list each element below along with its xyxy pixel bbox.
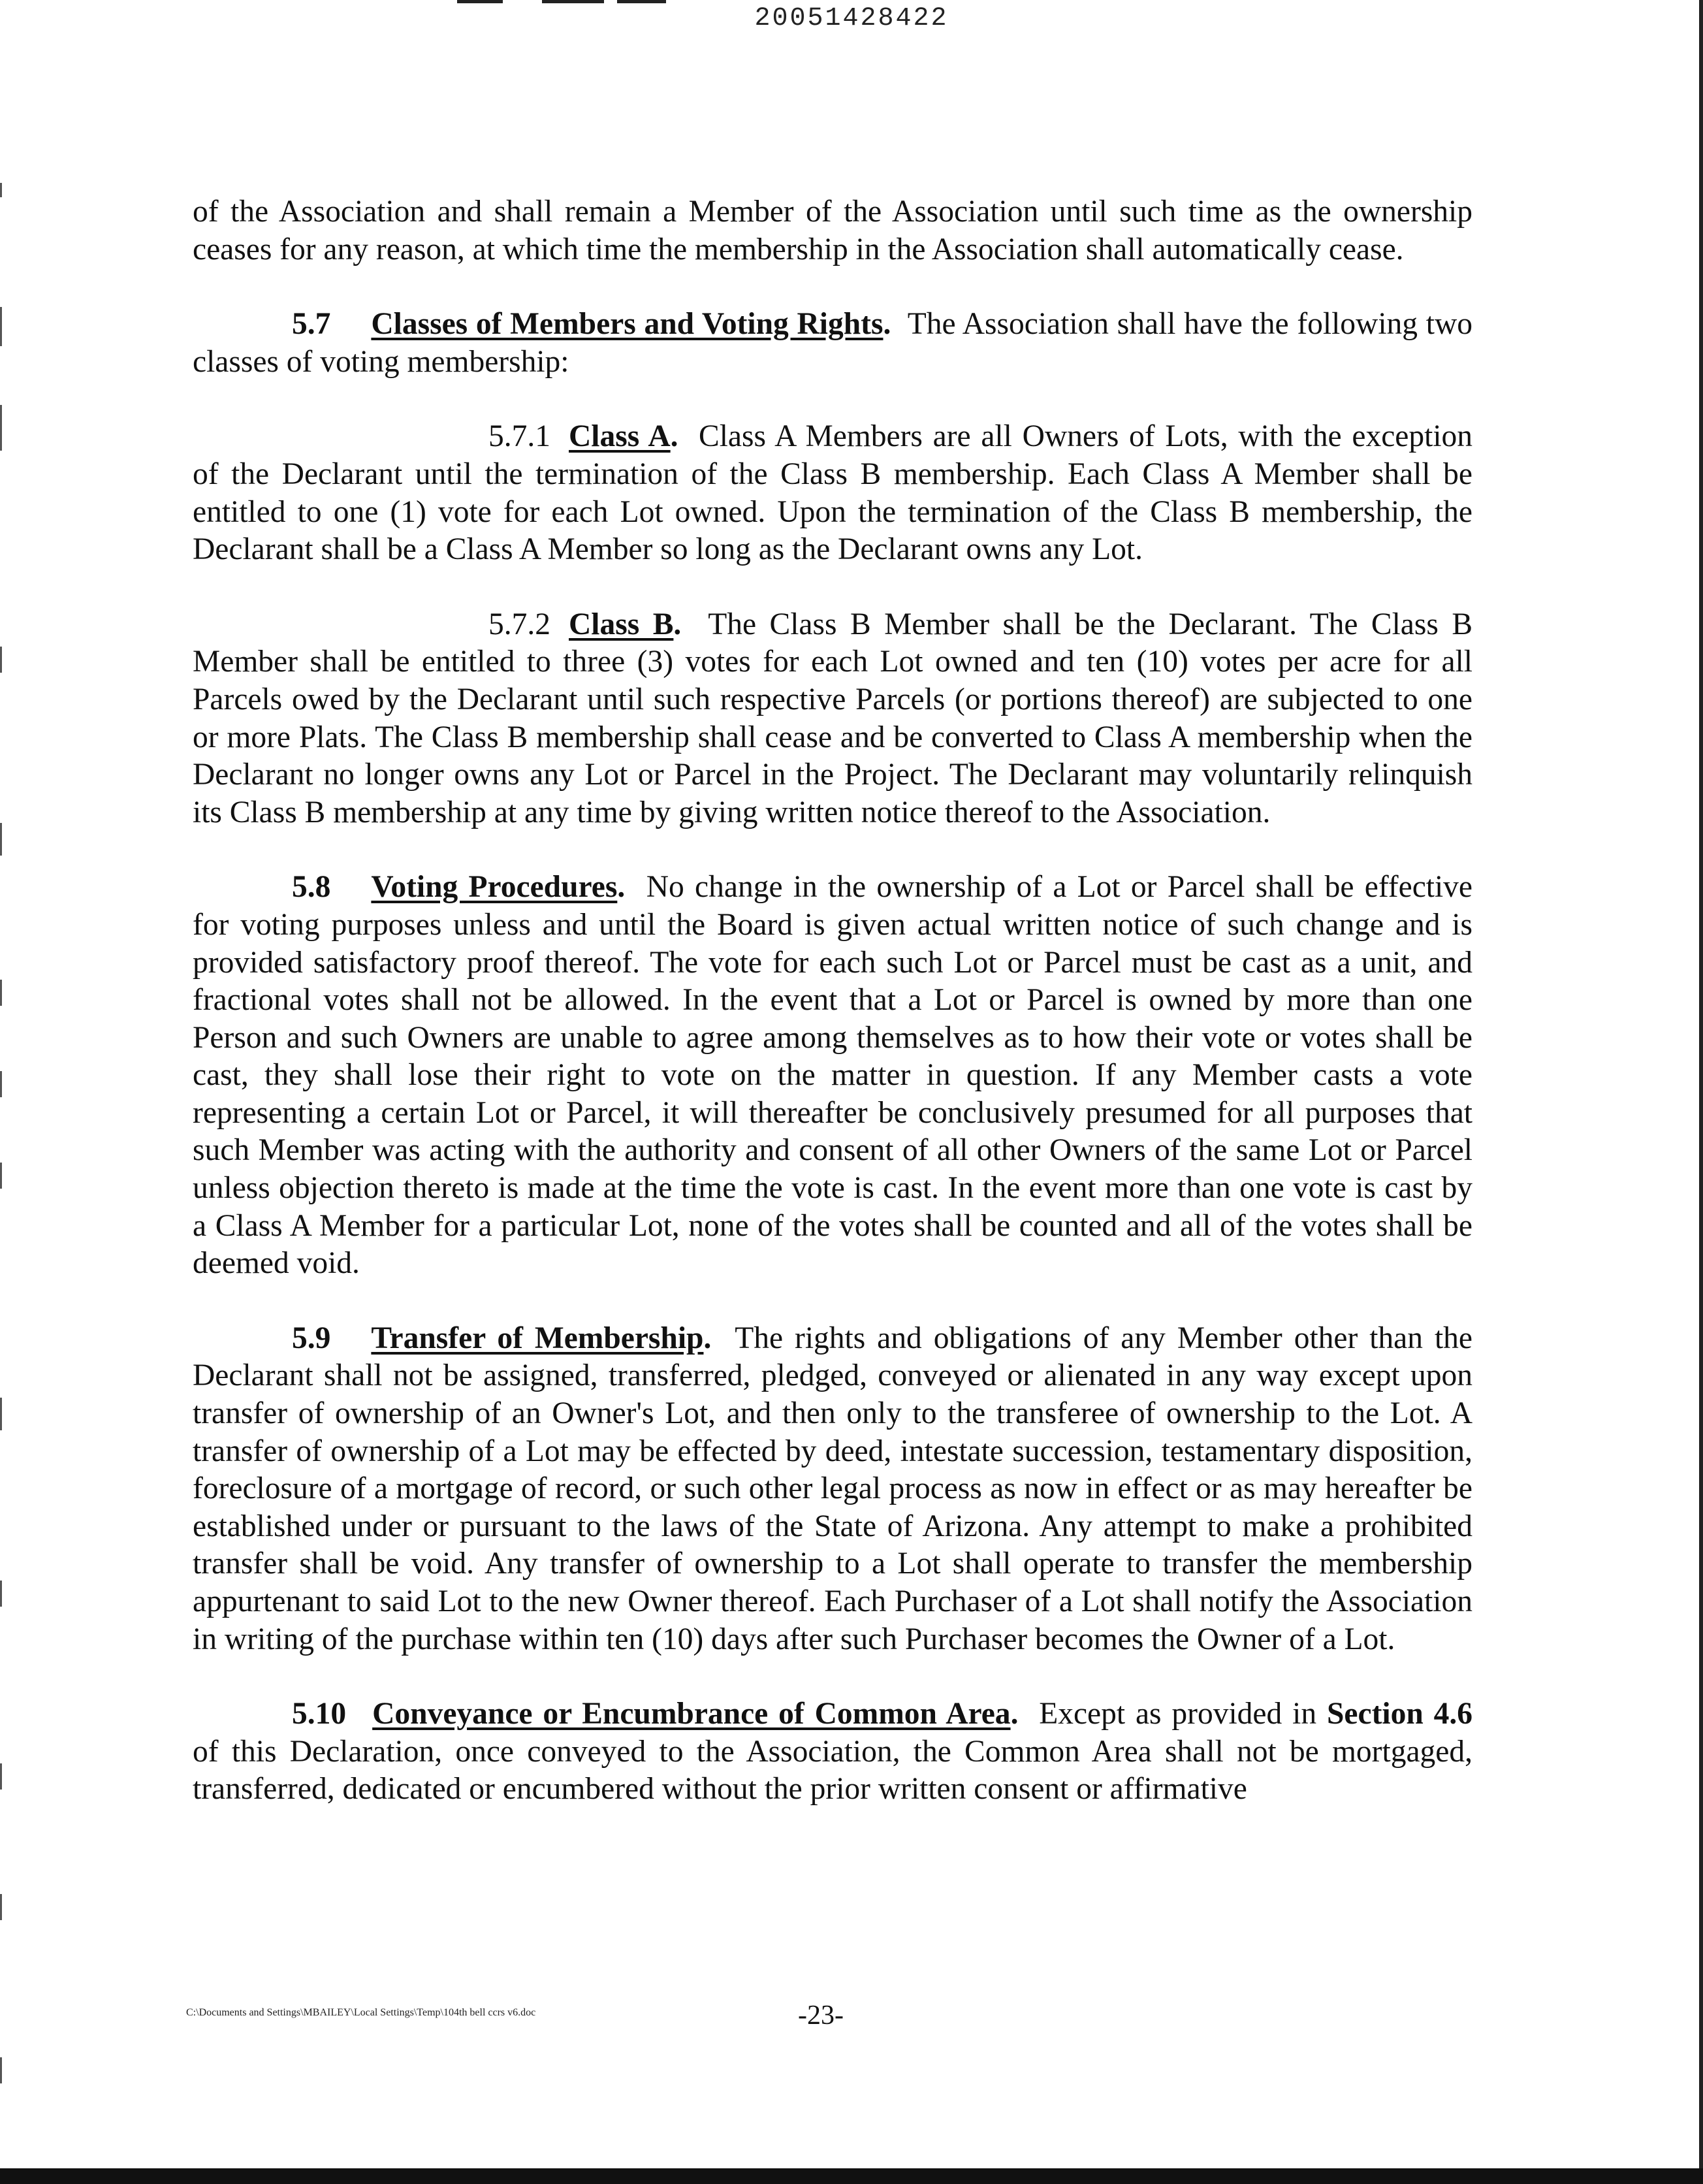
paragraph-intro: of the Association and shall remain a Member of the Association until such time as the ownership ceases for any reason, at which time the membership in the Association shall automatically cease. — [193, 195, 1472, 266]
section-text: The Association shall have the following two classes of voting membership: — [193, 307, 1472, 379]
section-heading: Conveyance or Encumbrance of Common Area — [372, 1697, 1011, 1731]
section-heading: Voting Procedures — [371, 870, 618, 905]
section-number: 5.9 — [292, 1321, 331, 1355]
scan-left-edge-marks — [0, 0, 3, 2184]
section-5-8: 5.8 Voting Procedures. No change in the ownership of a Lot or Parcel shall be effective for voting purposes unless and until the Board is given actual written notice of such change and is provided satisfactory proof thereof. The vote for each such Lot or Parcel must be cast as a unit, and fractional votes shall not be allowed. In the event that a Lot or Parcel is owned by more than one Person and such Owners are unable to agree among themselves as to how their vote or votes shall be cast, they shall lose their right to vote on the matter in question. If any Member casts a vote representing a certain Lot or Parcel, it will thereafter be conclusively presumed for all purposes that such Member was acting with the authority and consent of all other Owners of the same Lot or Parcel unless objection thereto is made at the time the vote is cast. In the event more than one vote is cast by a Class A Member for a particular Lot, none of the votes shall be counted and all of the votes shall be deemed void. — [193, 870, 1473, 1281]
section-reference: Section 4.6 — [1326, 1697, 1473, 1731]
footer-file-path: C:\Documents and Settings\MBAILEY\Local Settings\Temp\104th bell ccrs v6.doc — [186, 2007, 536, 2018]
page-number: -23- — [798, 2000, 844, 2031]
section-5-10: 5.10 Conveyance or Encumbrance of Common Area. Except as provided in Section 4.6 of this Declaration, once conveyed to the Association, the Common Area shall not be mortgaged, transferred, dedicated or encumbered without the prior written consent or affirmative — [193, 1697, 1473, 1807]
section-number: 5.8 — [292, 870, 331, 905]
section-heading: Transfer of Membership — [371, 1321, 704, 1355]
section-number: 5.7.1 — [488, 419, 550, 454]
section-5-7-1: 5.7.1 Class A. Class A Members are all Owners of Lots, with the exception of the Declarant until the termination of the Class B membership. Each Class A Member shall be entitled to one (1) vote for each Lot owned. Upon the termination of the Class B membership, the Declarant shall be a Class A Member so long as the Declarant owns any Lot. — [193, 419, 1473, 567]
scan-bottom-border — [0, 2168, 1703, 2184]
section-text-after-ref: of this Declaration, once conveyed to the Association, the Common Area shall not be mortgaged, transferred, dedicated or encumbered without the prior written consent or affirmative — [193, 1734, 1472, 1807]
section-5-9: 5.9 Transfer of Membership. The rights and obligations of any Member other than the Declarant shall not be assigned, transferred, pledged, conveyed or alienated in any way except upon transfer of ownership of an Owner's Lot, and then only to the transferee of ownership to the Lot. A transfer of ownership of a Lot may be effected by deed, intestate succession, testamentary disposition, foreclosure of a mortgage of record, or such other legal process as now in effect or as may hereafter be established under or pursuant to the laws of the State of Arizona. Any attempt to make a prohibited transfer shall be void. Any transfer of ownership to a Lot shall operate to transfer the membership appurtenant to said Lot to the new Owner thereof. Each Purchaser of a Lot shall notify the Association in writing of the purchase within ten (10) days after such Purchaser becomes the Owner of a Lot. — [193, 1321, 1472, 1656]
section-number: 5.7.2 — [488, 607, 550, 641]
section-text: No change in the ownership of a Lot or Parcel shall be effective for voting purposes unless and until the Board is given actual written notice of such change and is provided satisfactory proof thereof. The vote for each such Lot or Parcel must be cast as a unit, and fractional votes shall not be allowed. In the event that a Lot or Parcel is owned by more than one Person and such Owners are unable to agree among themselves as to how their vote or votes shall be cast, they shall lose their right to vote on the matter in question. If any Member casts a vote representing a certain Lot or Parcel, it will thereafter be conclusively presumed for all purposes that such Member was acting with the authority and consent of all other Owners of the same Lot or Parcel unless objection thereto is made at the time the vote is cast. In the event more than one vote is cast by a Class A Member for a particular Lot, none of the votes shall be counted and all of the votes shall be deemed void. — [193, 870, 1473, 1281]
section-number: 5.7 — [292, 307, 331, 342]
section-heading: Class B — [569, 607, 674, 641]
recording-number: 20051428422 — [754, 4, 949, 33]
section-heading: Class A — [569, 419, 671, 454]
section-text: The Class B Member shall be the Declarant. The Class B Member shall be entitled to three (3) votes for each Lot owned and ten (10) votes per acre for all Parcels owed by the Declarant until such respective Parcels (or portions thereof) are subjected to one or more Plats. The Class B membership shall cease and be converted to Class A membership when the Declarant no longer owns any Lot or Parcel in the Project. The Declarant may voluntarily relinquish its Class B membership at any time by giving written notice thereof to the Association. — [193, 607, 1473, 829]
scan-right-edge — [1699, 0, 1703, 2184]
section-5-7: 5.7 Classes of Members and Voting Rights. The Association shall have the following two classes of voting membership: — [193, 307, 1472, 379]
section-5-7-2: 5.7.2 Class B. The Class B Member shall be the Declarant. The Class B Member shall be entitled to three (3) votes for each Lot owned and ten (10) votes per acre for all Parcels owed by the Declarant until such respective Parcels (or portions thereof) are subjected to one or more Plats. The Class B membership shall cease and be converted to Class A membership when the Declarant no longer owns any Lot or Parcel in the Project. The Declarant may voluntarily relinquish its Class B membership at any time by giving written notice thereof to the Association. — [193, 607, 1473, 829]
section-text-before-ref: Except as provided in — [1039, 1697, 1317, 1731]
section-text: The rights and obligations of any Member other than the Declarant shall not be assigned, transferred, pledged, conveyed or alienated in any way except upon transfer of ownership of an Owner's Lot, and then only to the transferee of ownership to the Lot. A transfer of ownership of a Lot may be effected by deed, intestate succession, testamentary disposition, foreclosure of a mortgage of record, or such other legal process as now in effect or as may hereafter be established under or pursuant to the laws of the State of Arizona. Any attempt to make a prohibited transfer shall be void. Any transfer of ownership to a Lot shall operate to transfer the membership appurtenant to said Lot to the new Owner thereof. Each Purchaser of a Lot shall notify the Association in writing of the purchase within ten (10) days after such Purchaser becomes the Owner of a Lot. — [193, 1321, 1472, 1656]
section-text: Class A Members are all Owners of Lots, with the exception of the Declarant until the termination of the Class B membership. Each Class A Member shall be entitled to one (1) vote for each Lot owned. Upon the termination of the Class B membership, the Declarant shall be a Class A Member so long as the Declarant owns any Lot. — [193, 419, 1473, 567]
section-number: 5.10 — [292, 1697, 347, 1731]
section-heading: Classes of Members and Voting Rights — [371, 307, 883, 342]
document-body — [193, 193, 1472, 1808]
